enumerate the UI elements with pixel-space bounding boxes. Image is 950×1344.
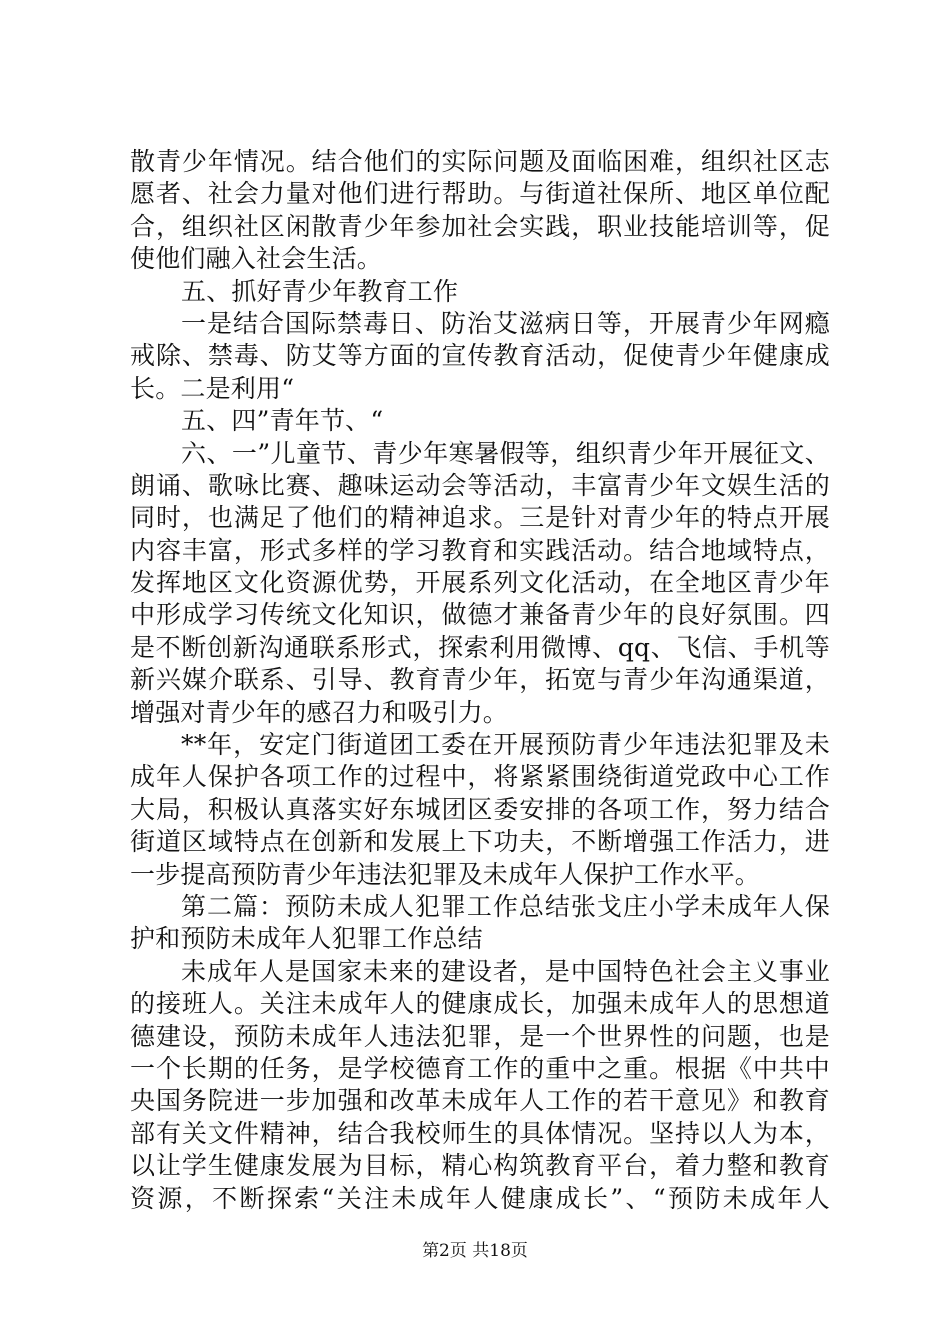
- text-line: 中形成学习传统文化知识，做德才兼备青少年的良好氛围。四: [130, 600, 830, 630]
- text-line: 六、一”儿童节、青少年寒暑假等，组织青少年开展征文、: [181, 438, 830, 468]
- text-line: 以让学生健康发展为目标，精心构筑教育平台，着力整和教育: [130, 1151, 830, 1181]
- text-line: 第二篇：预防未成人犯罪工作总结张戈庄小学未成年人保: [181, 891, 830, 921]
- text-line: 五、四”青年节、“: [181, 406, 384, 436]
- text-line: 合，组织社区闲散青少年参加社会实践，职业技能培训等，促: [130, 211, 830, 241]
- text-line: 散青少年情况。结合他们的实际问题及面临困难，组织社区志: [130, 147, 830, 176]
- text-line: 成年人保护各项工作的过程中，将紧紧围绕街道党政中心工作: [130, 762, 830, 792]
- text-line: 朗诵、歌咏比赛、趣味运动会等活动，丰富青少年文娱生活的: [130, 470, 830, 500]
- text-line: 德建设，预防未成年人违法犯罪，是一个世界性的问题，也是: [130, 1021, 830, 1051]
- text-line: 五、抓好青少年教育工作: [181, 276, 459, 306]
- text-line: 愿者、社会力量对他们进行帮助。与街道社保所、地区单位配: [130, 179, 830, 209]
- text-line: 内容丰富，形式多样的学习教育和实践活动。结合地域特点，: [130, 535, 830, 565]
- text-line: 戒除、禁毒、防艾等方面的宣传教育活动，促使青少年健康成: [130, 341, 830, 371]
- text-line: 护和预防未成年人犯罪工作总结: [130, 924, 483, 954]
- text-line: 部有关文件精神，结合我校师生的具体情况。坚持以人为本，: [130, 1118, 830, 1148]
- document-body: [130, 146, 830, 1215]
- text-line: 一是结合国际禁毒日、防治艾滋病日等，开展青少年网瘾: [181, 308, 830, 338]
- text-line: 同时，也满足了他们的精神追求。三是针对青少年的特点开展: [130, 503, 830, 533]
- text-line: 央国务院进一步加强和改革未成年人工作的若干意见》和教育: [130, 1086, 830, 1116]
- text-line: 新兴媒介联系、引导、教育青少年，拓宽与青少年沟通渠道，: [130, 665, 830, 695]
- text-line: 大局，积极认真落实好东城团区委安排的各项工作，努力结合: [130, 794, 830, 824]
- text-line: 街道区域特点在创新和发展上下功夫，不断增强工作活力，进: [130, 827, 830, 857]
- text-line: 是不断创新沟通联系形式，探索利用微博、qq、飞信、手机等: [130, 632, 830, 662]
- text-line: 增强对青少年的感召力和吸引力。: [130, 697, 509, 727]
- text-line: 未成年人是国家未来的建设者，是中国特色社会主义事业: [181, 956, 830, 986]
- page-footer: 第2页 共18页: [422, 1241, 528, 1261]
- text-line: 发挥地区文化资源优势，开展系列文化活动，在全地区青少年: [130, 568, 830, 598]
- text-line: 长。二是利用“: [130, 373, 295, 403]
- text-line: 的接班人。关注未成年人的健康成长，加强未成年人的思想道: [130, 989, 830, 1019]
- text-line: 使他们融入社会生活。: [130, 244, 383, 274]
- text-line: **年，安定门街道团工委在开展预防青少年违法犯罪及未: [181, 730, 830, 760]
- text-line: 一个长期的任务，是学校德育工作的重中之重。根据《中共中: [130, 1053, 830, 1083]
- text-line: 资源，不断探索“关注未成年人健康成长”、“预防未成年人: [130, 1183, 830, 1213]
- text-line: 一步提高预防青少年违法犯罪及未成年人保护工作水平。: [130, 859, 761, 889]
